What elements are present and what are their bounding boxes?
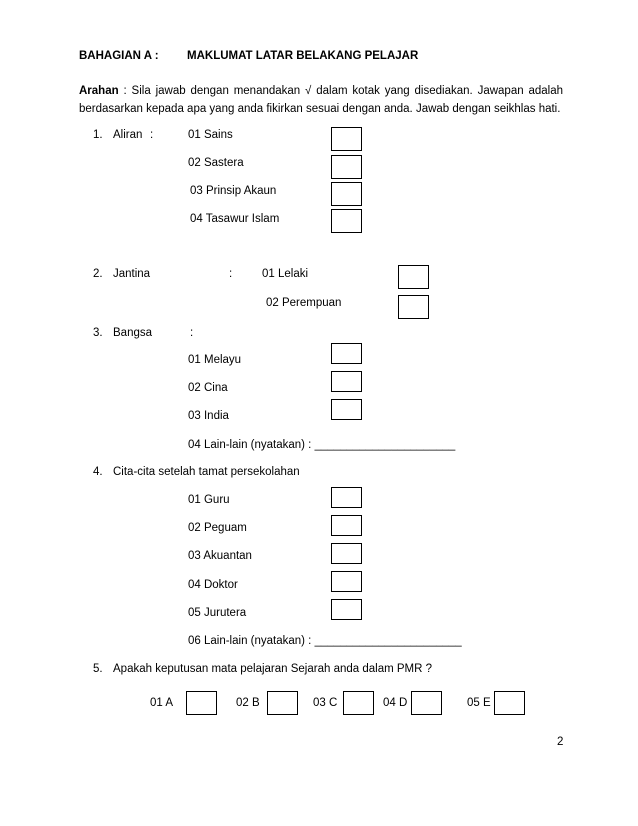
q3-number: 3.: [93, 327, 103, 339]
q5-checkbox-e[interactable]: [494, 691, 525, 715]
q5-checkbox-d[interactable]: [411, 691, 442, 715]
q3-label: Bangsa: [113, 327, 153, 339]
q4-number: 4.: [93, 466, 103, 478]
q1-option-sastera: 02 Sastera: [188, 157, 244, 169]
q3-colon: :: [190, 327, 194, 339]
q5-option-c: 03 C: [313, 697, 338, 709]
q5-label: Apakah keputusan mata pelajaran Sejarah anda dalam PMR ?: [113, 663, 433, 675]
q4-option-other[interactable]: 06 Lain-lain (nyatakan) : _______________________: [188, 635, 462, 647]
q4-option-peguam: 02 Peguam: [188, 522, 247, 534]
q5-number: 5.: [93, 663, 103, 675]
q4-option-doktor: 04 Doktor: [188, 579, 238, 591]
q2-option-lelaki: 01 Lelaki: [262, 268, 309, 280]
q5-option-a: 01 A: [150, 697, 174, 709]
instructions-label: Arahan: [79, 85, 119, 97]
q5-option-d: 04 D: [383, 697, 408, 709]
q2-checkbox-perempuan[interactable]: [398, 295, 429, 319]
instructions: [79, 82, 563, 118]
q4-checkbox-doktor[interactable]: [331, 571, 362, 592]
section-title: MAKLUMAT LATAR BELAKANG PELAJAR: [187, 50, 419, 62]
q1-label: Aliran: [113, 129, 143, 141]
q1-option-sains: 01 Sains: [188, 129, 233, 141]
q2-option-perempuan: 02 Perempuan: [266, 297, 342, 309]
q2-number: 2.: [93, 268, 103, 280]
page-number: 2: [557, 736, 564, 748]
q3-checkbox-india[interactable]: [331, 399, 362, 420]
q5-checkbox-a[interactable]: [186, 691, 217, 715]
q1-checkbox-sains[interactable]: [331, 127, 362, 151]
q1-option-prinsip-akaun: 03 Prinsip Akaun: [190, 185, 277, 197]
q4-label: Cita-cita setelah tamat persekolahan: [113, 466, 300, 478]
q5-checkbox-c[interactable]: [343, 691, 374, 715]
q4-option-guru: 01 Guru: [188, 494, 230, 506]
q5-option-e: 05 E: [467, 697, 491, 709]
q4-checkbox-peguam[interactable]: [331, 515, 362, 536]
q1-checkbox-sastera[interactable]: [331, 155, 362, 179]
instructions-text: : Sila jawab dengan menandakan √ dalam kotak yang disediakan. Jawapan adalah berdasarkan kepada apa yang anda fikirkan sesuai dengan anda. Jawab dengan seikhlas hati.: [79, 85, 563, 115]
q3-option-india: 03 India: [188, 410, 229, 422]
q2-label: Jantina: [113, 268, 151, 280]
section-label: BAHAGIAN A :: [79, 50, 159, 62]
q1-checkbox-prinsip-akaun[interactable]: [331, 182, 362, 206]
q5-checkbox-b[interactable]: [267, 691, 298, 715]
q1-colon: :: [150, 129, 154, 141]
q4-option-akuantan: 03 Akuantan: [188, 550, 252, 562]
q2-colon: :: [229, 268, 233, 280]
q2-checkbox-lelaki[interactable]: [398, 265, 429, 289]
q4-checkbox-akuantan[interactable]: [331, 543, 362, 564]
q3-checkbox-melayu[interactable]: [331, 343, 362, 364]
q3-option-cina: 02 Cina: [188, 382, 228, 394]
q5-option-b: 02 B: [236, 697, 260, 709]
q3-checkbox-cina[interactable]: [331, 371, 362, 392]
q3-option-melayu: 01 Melayu: [188, 354, 242, 366]
q1-checkbox-tasawur-islam[interactable]: [331, 209, 362, 233]
q4-checkbox-guru[interactable]: [331, 487, 362, 508]
q4-option-jurutera: 05 Jurutera: [188, 607, 247, 619]
q1-number: 1.: [93, 129, 103, 141]
q1-option-tasawur-islam: 04 Tasawur Islam: [190, 213, 280, 225]
q4-checkbox-jurutera[interactable]: [331, 599, 362, 620]
q3-option-other[interactable]: 04 Lain-lain (nyatakan) : ______________________: [188, 439, 456, 451]
